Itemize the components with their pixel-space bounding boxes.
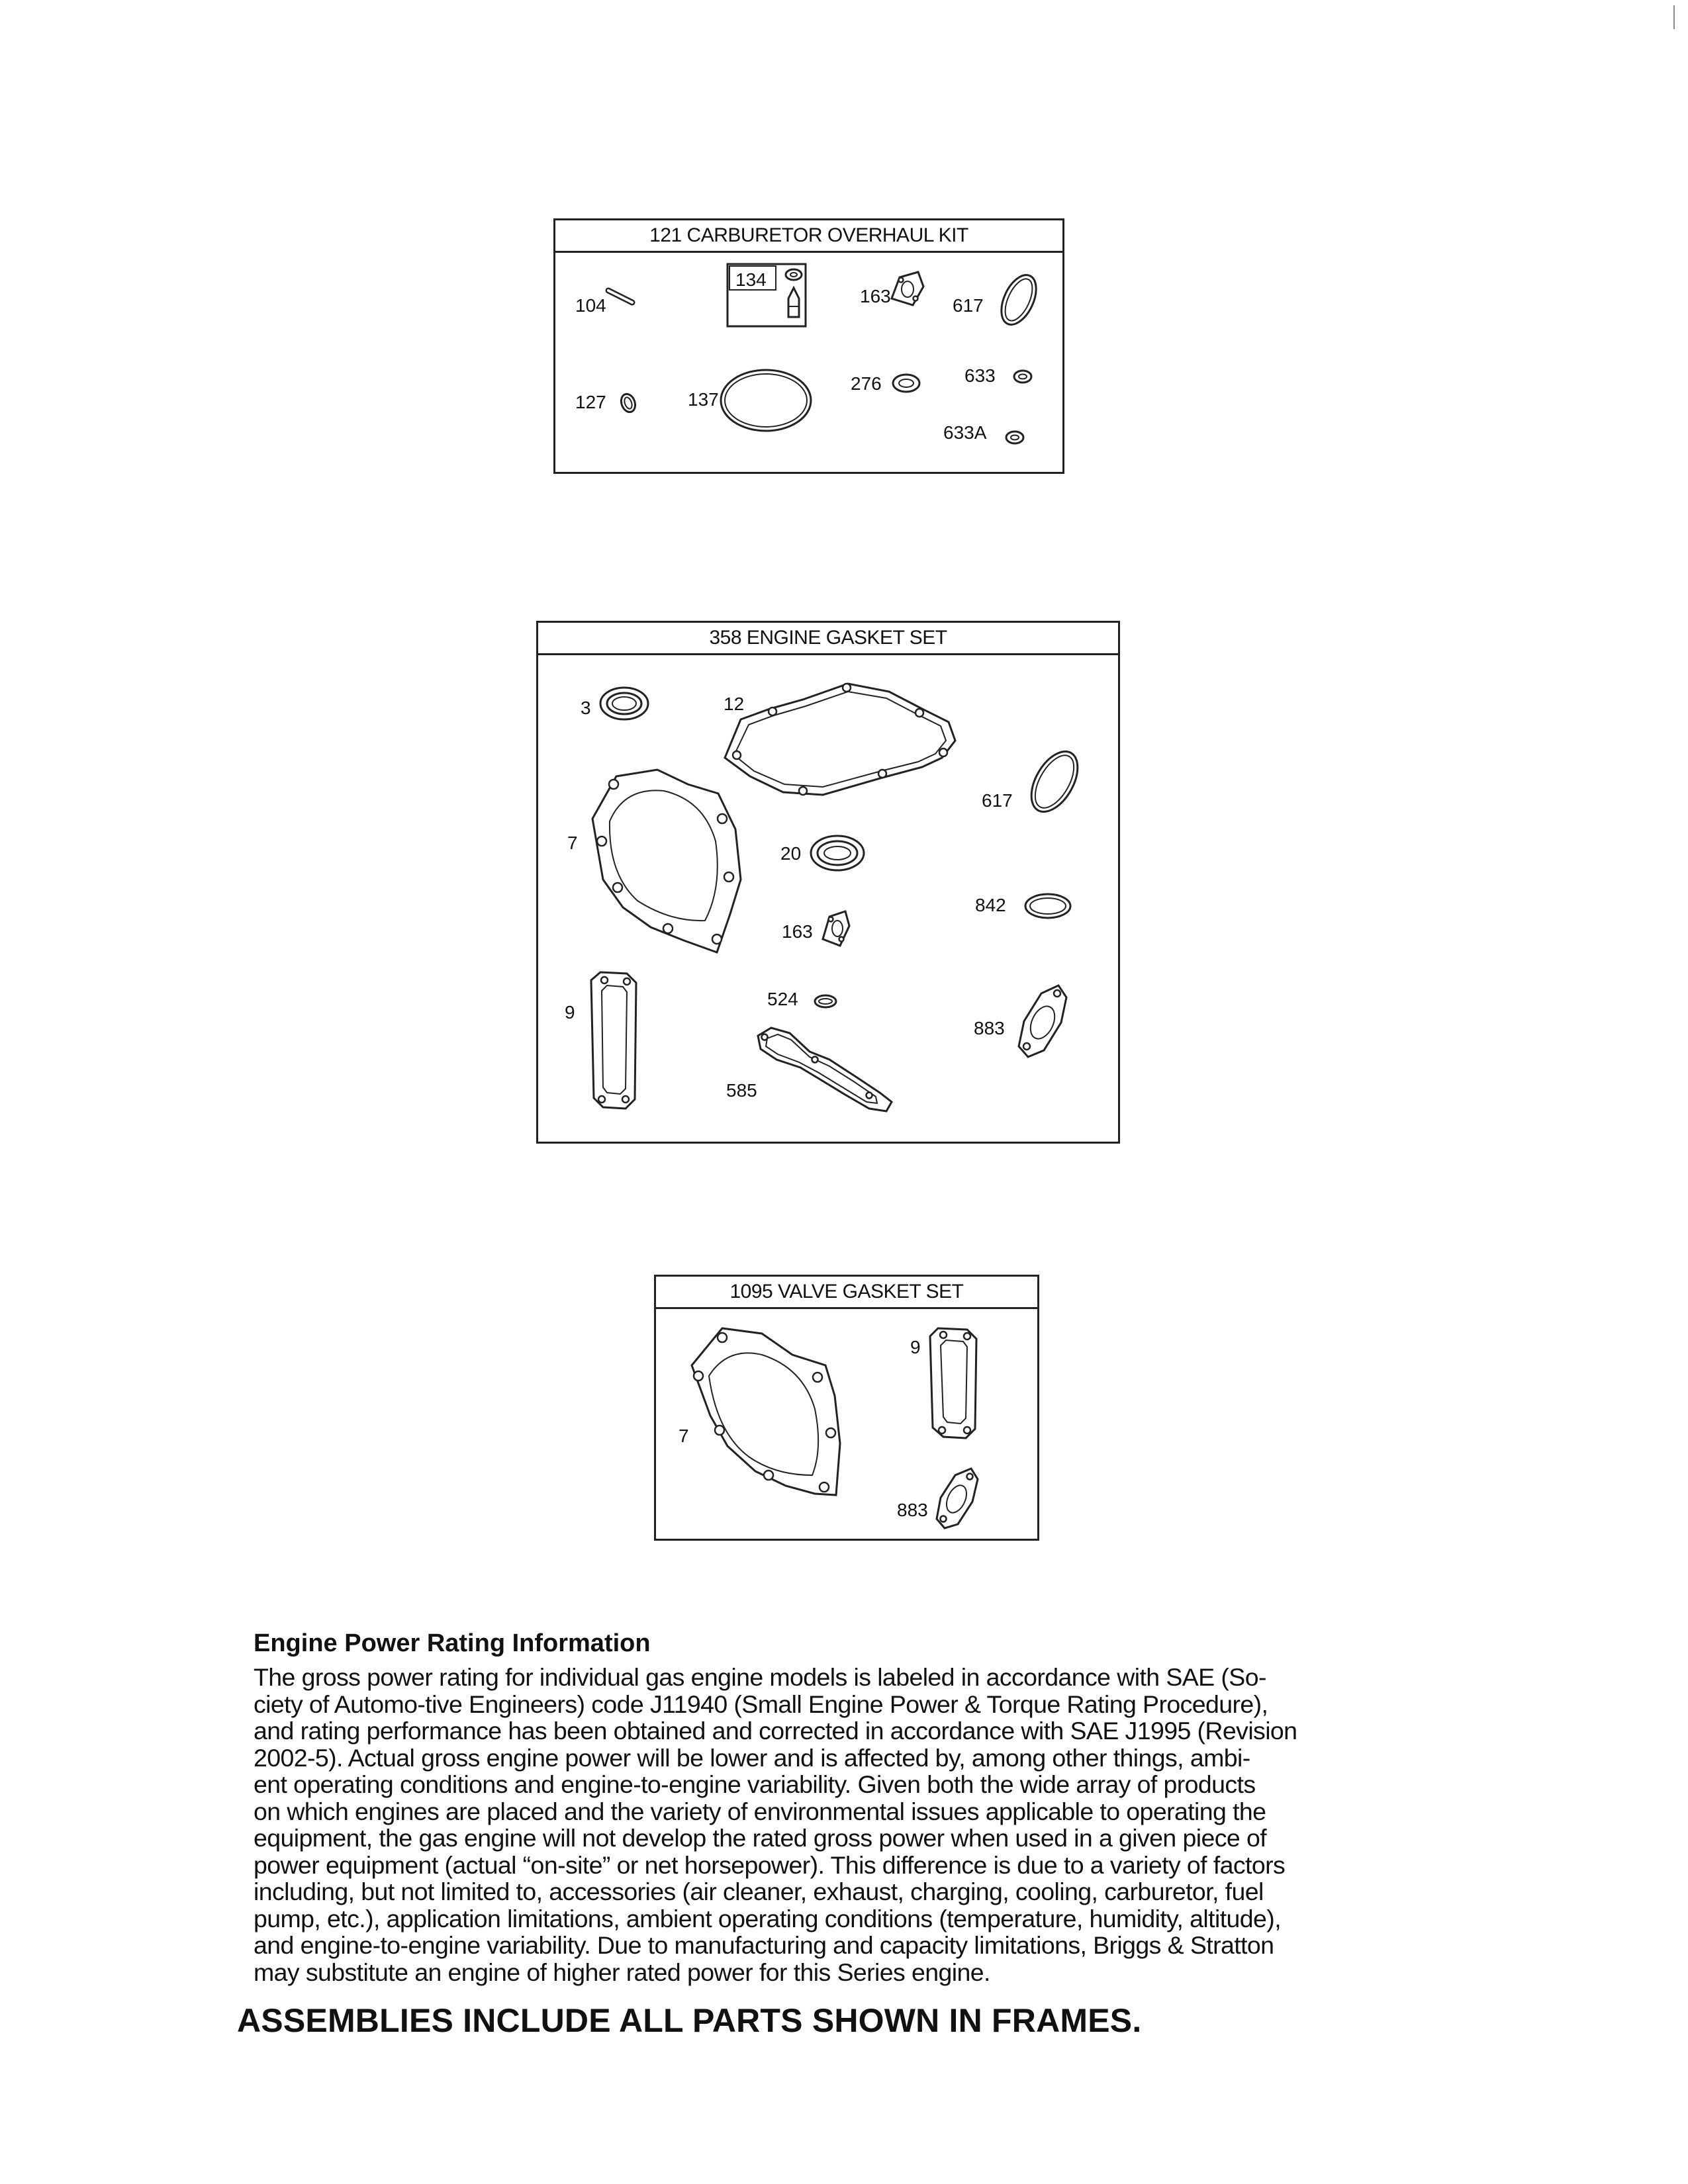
part-617-o-ring xyxy=(994,269,1043,330)
part-label-127: 127 xyxy=(575,392,606,412)
engine-gasket-diagram xyxy=(538,623,1122,1146)
part-label-585: 585 xyxy=(726,1080,757,1101)
section-heading: Engine Power Rating Information xyxy=(254,1629,651,1657)
part-7-head-gasket xyxy=(592,770,741,952)
engine-gasket-set-frame xyxy=(536,621,1120,1144)
part-633-seal xyxy=(1014,371,1031,383)
part-585-gasket xyxy=(758,1028,892,1111)
part-label-617: 617 xyxy=(982,790,1013,811)
part-label-276: 276 xyxy=(851,373,882,394)
valve-gasket-set-frame xyxy=(654,1275,1039,1541)
valve-gasket-diagram xyxy=(656,1277,1041,1543)
margin-mark xyxy=(1673,5,1675,29)
part-3-oil-seal xyxy=(600,688,648,719)
part-9-breather-gasket xyxy=(930,1328,976,1438)
part-label-617: 617 xyxy=(953,295,984,316)
part-842-ring xyxy=(1025,894,1070,918)
part-label-633a: 633A xyxy=(943,422,987,443)
part-label-137: 137 xyxy=(688,389,719,410)
part-883-intake-gasket xyxy=(937,1469,978,1528)
part-127-ring xyxy=(619,392,637,414)
part-20-oil-seal xyxy=(811,836,864,870)
part-104-pin xyxy=(608,291,632,302)
part-label-9: 9 xyxy=(565,1002,575,1023)
carburetor-kit-frame xyxy=(553,218,1064,474)
frame-title: 358 ENGINE GASKET SET xyxy=(538,623,1118,655)
part-137-bowl-gasket xyxy=(721,370,811,431)
part-label-7: 7 xyxy=(679,1426,689,1446)
part-12-crankcase-gasket xyxy=(725,684,955,795)
part-label-883: 883 xyxy=(974,1018,1005,1038)
part-7-head-gasket xyxy=(692,1328,840,1495)
section-body-text: The gross power rating for individual gas engine models is labeled in accordance with SAE (So- ciety of Automo-tive Engineers) code J11940 (Small Engine Power & Torque Rating Procedure), and rating performance has been obtained and corrected in accordance with SAE J1995 (Revision 2002-5). Actual gross engine power will be lower and is affected by, among other things, ambi- ent operating conditions and engine-to-engine variability. Given both the wide array of products on which engines are placed and the variety of environmental issues applicable to operating the equipment, the gas engine will not develop the rated gross power when used in a given piece of power equipment (actual “on-site” or net horsepower). This difference is due to a variety of factors including, but not limited to, accessories (air cleaner, exhaust, charging, cooling, carburetor, fuel pump, etc.), application limitations, ambient operating conditions (temperature, humidity, altitude), and engine-to-engine variability. Due to manufacturing and capacity limitations, Briggs & Stratton may substitute an engine of higher rated power for this Series engine. xyxy=(254,1663,1297,1986)
part-label-12: 12 xyxy=(724,694,745,714)
part-label-3: 3 xyxy=(581,698,591,718)
part-617-o-ring xyxy=(1022,744,1087,820)
carburetor-kit-diagram xyxy=(555,220,1066,476)
part-163-gasket xyxy=(892,272,923,305)
part-label-163: 163 xyxy=(860,286,891,306)
part-label-104: 104 xyxy=(575,295,606,316)
part-label-163: 163 xyxy=(782,921,813,942)
footer-note: ASSEMBLIES INCLUDE ALL PARTS SHOWN IN FRAMES. xyxy=(237,2002,1142,2039)
part-label-7: 7 xyxy=(567,833,578,853)
part-163-gasket xyxy=(823,911,849,946)
part-label-883: 883 xyxy=(897,1500,928,1520)
part-label-524: 524 xyxy=(767,989,798,1009)
part-label-633: 633 xyxy=(964,365,996,386)
part-883-intake-gasket xyxy=(1019,985,1066,1057)
part-label-9: 9 xyxy=(910,1337,921,1357)
part-label-134: 134 xyxy=(735,269,767,290)
part-9-breather-gasket xyxy=(591,972,636,1109)
part-label-20: 20 xyxy=(780,843,802,864)
part-633a-seal xyxy=(1006,432,1023,443)
frame-title: 1095 VALVE GASKET SET xyxy=(656,1277,1037,1309)
part-524-ring xyxy=(815,995,836,1007)
part-label-842: 842 xyxy=(975,895,1006,915)
part-276-washer xyxy=(893,375,919,392)
frame-title: 121 CARBURETOR OVERHAUL KIT xyxy=(555,220,1062,253)
